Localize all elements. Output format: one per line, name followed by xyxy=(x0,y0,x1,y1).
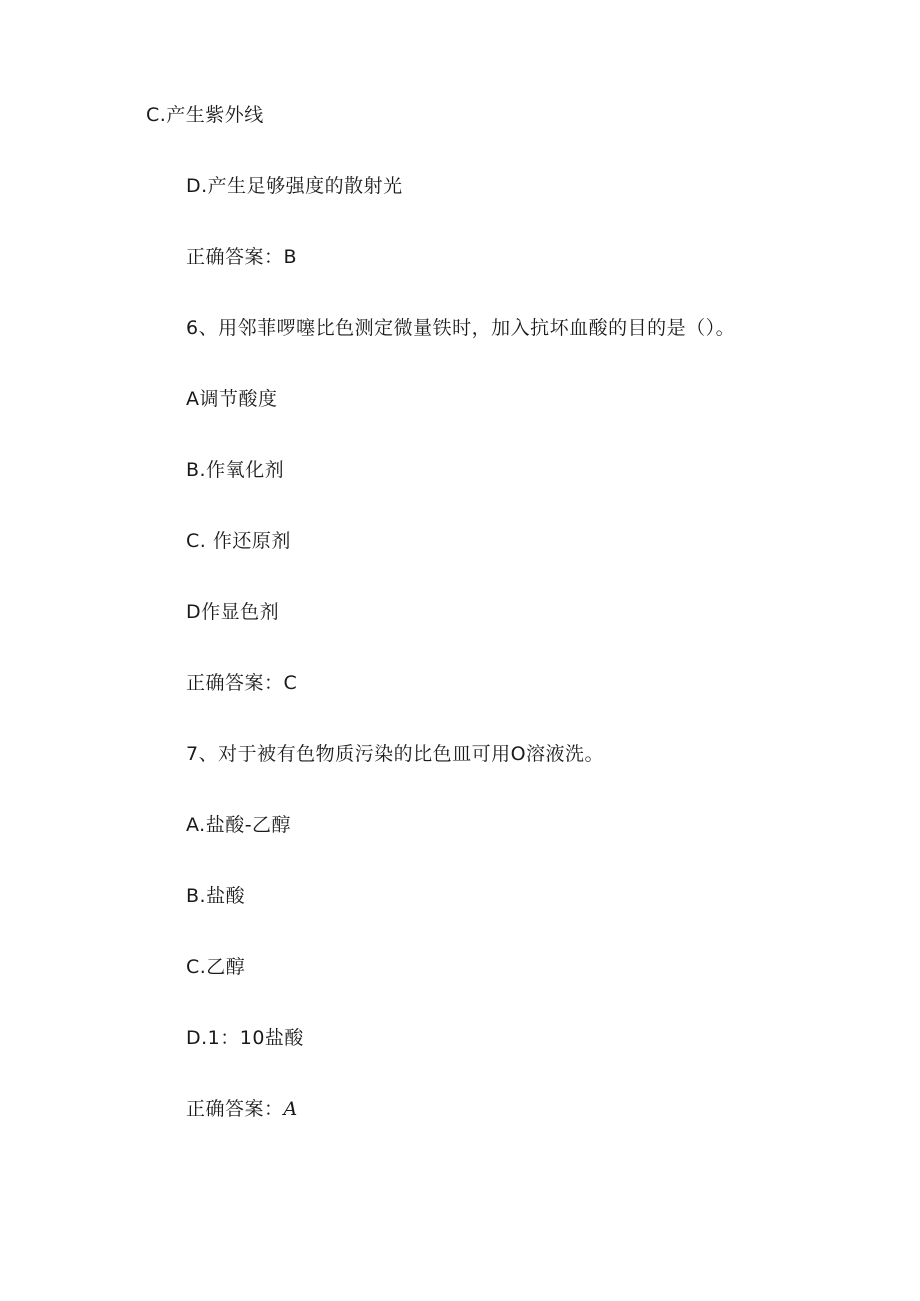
q7-option-a: A.盐酸-乙醇 xyxy=(186,814,292,836)
q6-option-a: A调节酸度 xyxy=(186,388,278,410)
answer-value: B xyxy=(283,246,298,268)
q5-option-c: C.产生紫外线 xyxy=(146,104,264,126)
q7-question: 7、对于被有色物质污染的比色皿可用O溶液洗。 xyxy=(186,743,605,765)
q6-option-c: C. 作还原剂 xyxy=(186,530,291,552)
q6-question: 6、用邻菲啰噻比色测定微量铁时，加入抗坏血酸的目的是（）。 xyxy=(186,317,736,339)
q7-option-c: C.乙醇 xyxy=(186,956,246,978)
q7-answer xyxy=(186,1096,298,1122)
answer-value: A xyxy=(283,1098,298,1120)
q5-option-d: D.产生足够强度的散射光 xyxy=(186,175,403,197)
answer-value: C xyxy=(283,672,298,694)
answer-label: 正确答案： xyxy=(186,246,284,268)
q6-option-d: D作显色剂 xyxy=(186,601,280,623)
q7-option-d: D.1：10盐酸 xyxy=(186,1027,304,1049)
answer-label: 正确答案： xyxy=(186,672,284,694)
q7-option-b: B.盐酸 xyxy=(186,885,246,907)
q5-answer xyxy=(186,244,297,270)
q6-answer xyxy=(186,670,297,696)
q6-option-b: B.作氧化剂 xyxy=(186,459,285,481)
answer-label: 正确答案： xyxy=(186,1098,284,1120)
